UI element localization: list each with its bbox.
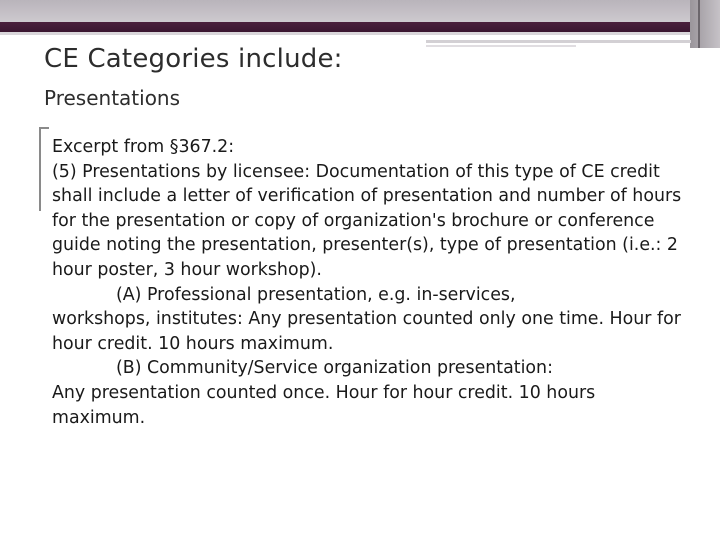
paragraph-5: (5) Presentations by licensee: Documentation of this type of CE credit shall include a letter of verification of presentation and number of hours for the presentation or copy of organization's brochure or conference guide noting the presentation, presenter(s), type of presentation (i.e.: 2 hour poster, 3 hour workshop).: [52, 161, 687, 280]
content-box-top-edge: [39, 127, 49, 129]
body-text: [52, 135, 692, 430]
top-accent-bar: [0, 22, 720, 32]
slide-title: CE Categories include:: [44, 44, 343, 74]
header-underline: [426, 40, 691, 43]
content-box-left-edge: [39, 127, 41, 211]
top-decorative-bar: [0, 0, 720, 24]
header-underline-secondary: [426, 45, 576, 47]
item-a-text: workshops, institutes: Any presentation counted only one time. Hour for hour credit. 10 hours maximum.: [52, 309, 687, 354]
top-divider-line: [0, 32, 720, 35]
item-b-lead: (B) Community/Service organization presentation:: [116, 358, 553, 379]
corner-decoration: [690, 0, 720, 48]
excerpt-heading: Excerpt from §367.2:: [52, 137, 235, 157]
item-a-lead: (A) Professional presentation, e.g. in-services,: [116, 284, 516, 305]
item-b-text: Any presentation counted once. Hour for hour credit. 10 hours maximum.: [52, 382, 601, 428]
slide-subtitle: Presentations: [44, 86, 181, 110]
